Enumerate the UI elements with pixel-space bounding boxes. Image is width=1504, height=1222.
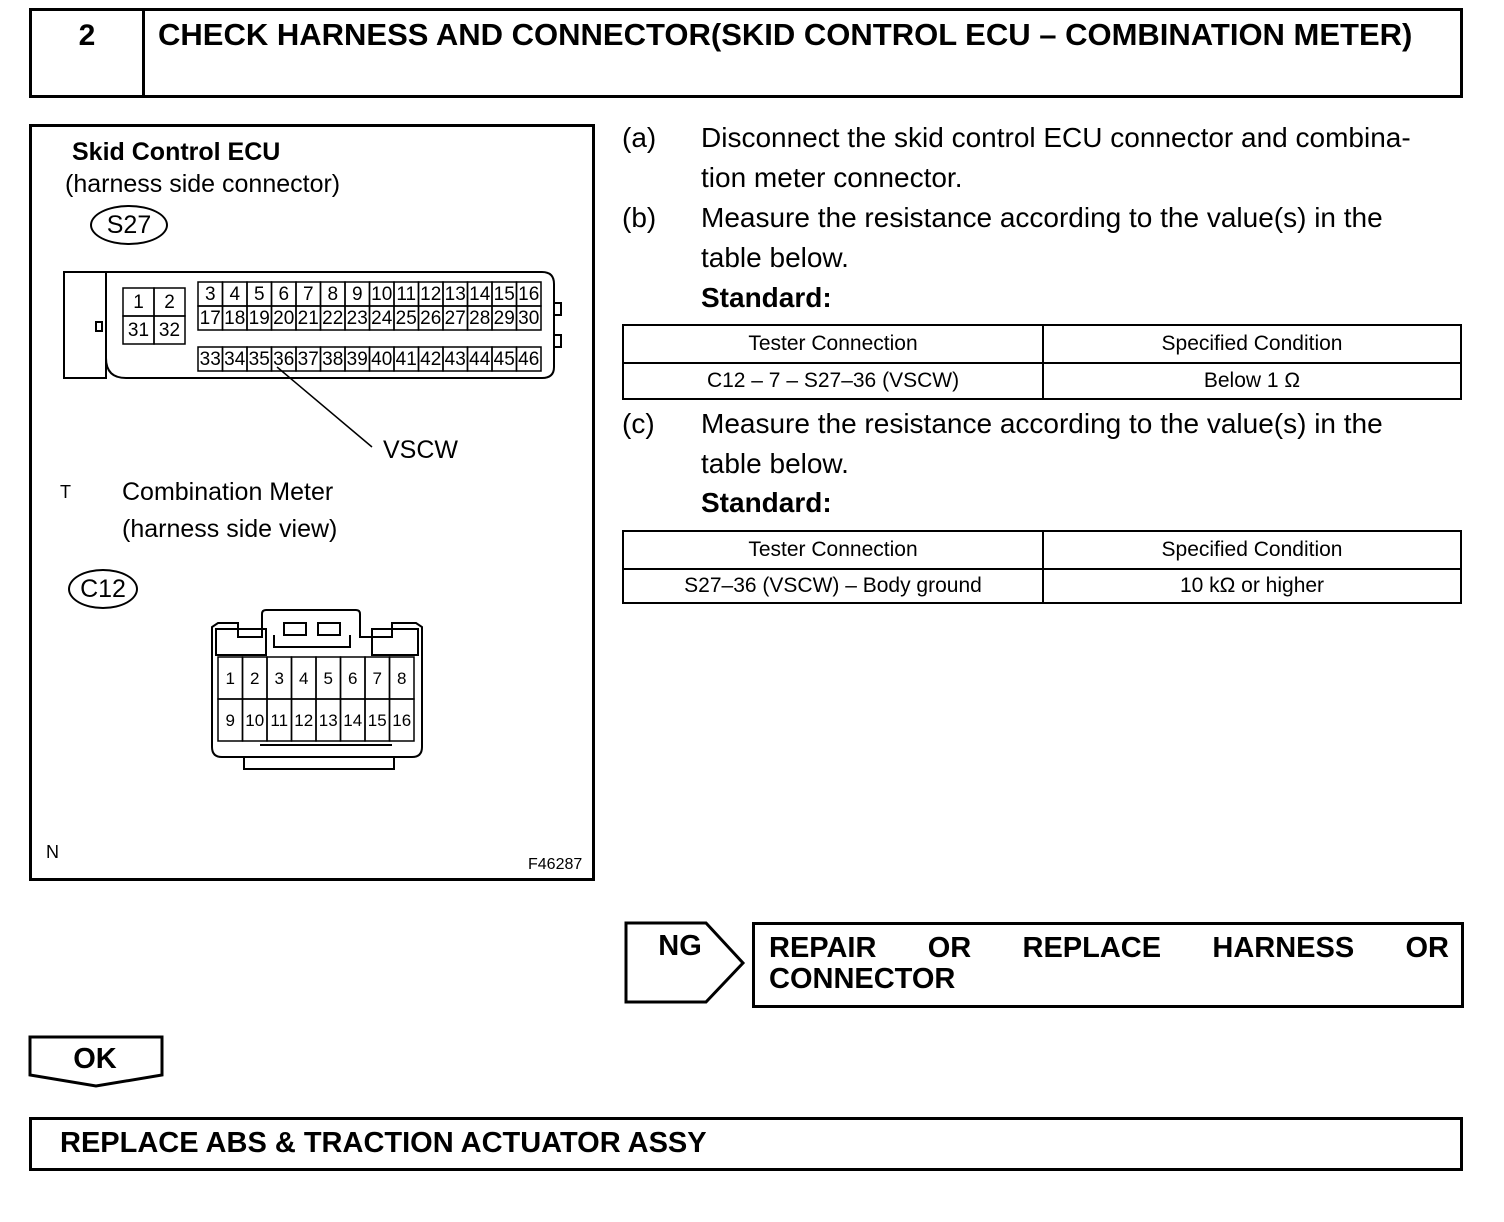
ecu-pin-label: 21	[297, 308, 319, 329]
meter-pin-label: 2	[250, 669, 260, 688]
ng-action-box	[752, 922, 1464, 1008]
step-c-line2: table below.	[701, 448, 849, 479]
ecu-pin-label: 5	[253, 284, 265, 305]
ecu-pin-label: 27	[444, 308, 466, 329]
connector-diagram	[29, 124, 595, 881]
table-c-condition: 10 kΩ or higher	[1043, 569, 1461, 603]
step-b-standard: Standard:	[701, 282, 832, 313]
ecu-pin-label: 16	[518, 284, 540, 305]
step-c-line1: Measure the resistance according to the value(s) in the	[701, 408, 1383, 439]
step-a-line2: tion meter connector.	[701, 162, 963, 193]
step-title: CHECK HARNESS AND CONNECTOR(SKID CONTROL ECU – COMBINATION METER)	[158, 17, 1413, 52]
ecu-pin-label: 33	[199, 349, 221, 370]
meter-pin-label: 16	[392, 711, 412, 730]
ecu-pin-label: 13	[444, 284, 466, 305]
ecu-pin-label: 36	[273, 349, 295, 370]
ecu-subtitle: (harness side connector)	[65, 170, 341, 198]
ecu-pin-label: 2	[164, 292, 175, 313]
ecu-pin-label: 30	[518, 308, 540, 329]
ecu-pin-label: 12	[420, 284, 442, 305]
ecu-pin-label: 26	[420, 308, 442, 329]
step-letter-b: (b)	[622, 202, 657, 233]
ecu-pin-label: 37	[297, 349, 319, 370]
table-b-header-condition: Specified Condition	[1043, 325, 1461, 363]
ecu-pin-label: 6	[278, 284, 290, 305]
meter-pin-label: 8	[397, 669, 407, 688]
ecu-pin-label: 25	[395, 308, 417, 329]
meter-pin-label: 1	[225, 669, 235, 688]
meter-pin-label: 14	[343, 711, 363, 730]
final-action-text: REPLACE ABS & TRACTION ACTUATOR ASSY	[60, 1127, 707, 1159]
step-number: 2	[32, 11, 145, 95]
ecu-pin-label: 4	[229, 284, 241, 305]
step-letter-a: (a)	[622, 122, 657, 153]
meter-pin-label: 13	[318, 711, 338, 730]
meter-title: Combination Meter	[122, 478, 334, 506]
table-b-header-connection: Tester Connection	[623, 325, 1043, 363]
ecu-pin-label: 35	[248, 349, 270, 370]
meter-pin-label: 11	[270, 711, 289, 730]
table-c-connection: S27–36 (VSCW) – Body ground	[623, 569, 1043, 603]
ecu-pin-label: 11	[396, 284, 417, 305]
marker-n: N	[46, 842, 59, 862]
figure-id: F46287	[528, 856, 583, 873]
vscw-label: VSCW	[383, 436, 458, 464]
ecu-pin-label: 7	[302, 284, 314, 305]
meter-pin-label: 4	[299, 669, 309, 688]
ecu-pin-label: 41	[395, 349, 417, 370]
ok-label: OK	[73, 1043, 117, 1075]
marker-t: T	[60, 482, 71, 502]
ecu-pin-label: 10	[371, 284, 393, 305]
table-b-connection: C12 – 7 – S27–36 (VSCW)	[623, 363, 1043, 399]
ng-action-line1: REPAIR OR REPLACE HARNESS OR	[769, 932, 1449, 964]
ng-label: NG	[658, 930, 702, 962]
ecu-pin-label: 18	[224, 308, 246, 329]
ecu-pin-label: 3	[204, 284, 216, 305]
meter-pin-label: 12	[294, 711, 314, 730]
ecu-connector-code: S27	[90, 205, 168, 245]
spec-table-c	[622, 530, 1462, 604]
ecu-pin-label: 38	[322, 349, 344, 370]
ecu-pin-label: 31	[127, 320, 150, 341]
meter-pin-label: 3	[274, 669, 284, 688]
ecu-pin-label: 39	[346, 349, 368, 370]
ecu-pin-label: 34	[224, 349, 246, 370]
step-b-line1: Measure the resistance according to the value(s) in the	[701, 202, 1383, 233]
ecu-pin-label: 29	[493, 308, 515, 329]
meter-pin-label: 10	[245, 711, 265, 730]
meter-connector-code: C12	[68, 569, 138, 609]
ng-action-text	[769, 933, 1449, 995]
step-a-line1: Disconnect the skid control ECU connector and combina-	[701, 122, 1411, 153]
ecu-pin-label: 24	[371, 308, 393, 329]
ecu-pin-label: 44	[469, 349, 491, 370]
table-c-header-connection: Tester Connection	[623, 531, 1043, 569]
ecu-pin-label: 9	[351, 284, 363, 305]
ecu-pin-label: 20	[273, 308, 295, 329]
ecu-pin-label: 1	[133, 292, 144, 313]
ecu-pin-label: 40	[371, 349, 393, 370]
table-b-condition: Below 1 Ω	[1043, 363, 1461, 399]
step-header	[29, 8, 1463, 98]
step-letter-c: (c)	[622, 408, 655, 439]
meter-subtitle: (harness side view)	[122, 515, 338, 543]
step-b-line2: table below.	[701, 242, 849, 273]
meter-pin-label: 6	[348, 669, 358, 688]
ng-action-line2: CONNECTOR	[769, 963, 956, 995]
ecu-title: Skid Control ECU	[72, 138, 281, 166]
meter-connector-body	[212, 610, 422, 769]
ecu-pin-label: 22	[322, 308, 344, 329]
ecu-pin-label: 28	[469, 308, 491, 329]
ecu-pin-label: 42	[420, 349, 442, 370]
table-c-header-condition: Specified Condition	[1043, 531, 1461, 569]
spec-table-b	[622, 324, 1462, 400]
ecu-pin-label: 17	[199, 308, 221, 329]
ecu-pin-label: 15	[493, 284, 515, 305]
ecu-pin-label: 14	[469, 284, 491, 305]
ecu-pin-label: 19	[248, 308, 270, 329]
ecu-pin-label: 46	[518, 349, 540, 370]
meter-pin-label: 5	[323, 669, 333, 688]
ecu-pin-label: 45	[493, 349, 515, 370]
ecu-pin-label: 43	[444, 349, 466, 370]
meter-pin-label: 15	[367, 711, 387, 730]
ecu-pin-label: 8	[327, 284, 339, 305]
meter-pin-label: 9	[225, 711, 235, 730]
ecu-pin-label: 32	[158, 320, 181, 341]
meter-pin-label: 7	[372, 669, 382, 688]
step-c-standard: Standard:	[701, 487, 832, 518]
ecu-pin-label: 23	[346, 308, 368, 329]
final-action-box	[29, 1117, 1463, 1171]
